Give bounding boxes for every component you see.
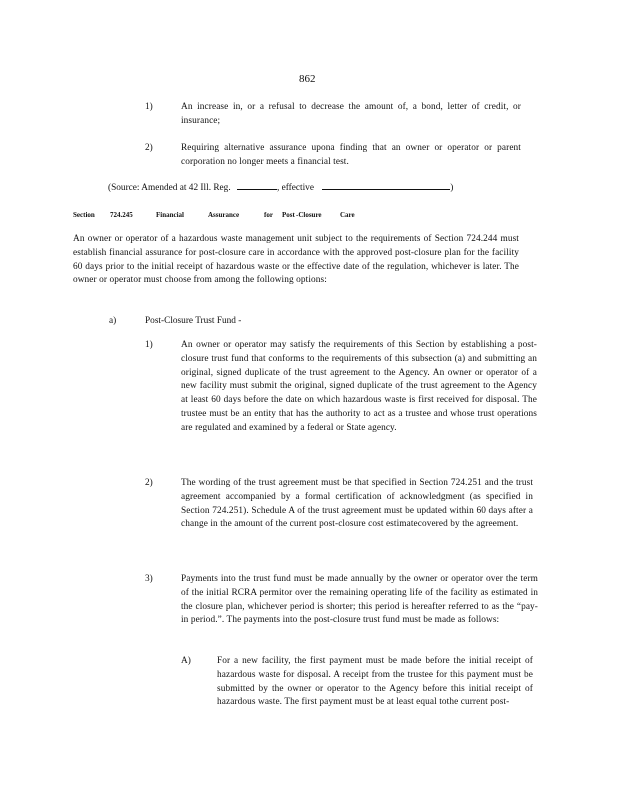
source-note-blank-1 [237,180,277,190]
subsection-a-label: a) [109,316,117,326]
source-note-suffix: ) [450,183,454,193]
source-note [108,180,453,196]
subitem-A-label: A) [181,656,191,666]
intro-item-1-text: An increase in, or a refusal to decrease the amount of, a bond, letter of credit, or insurance; [181,102,521,126]
item-1-label: 1) [145,340,153,350]
section-title-word-6: Care [340,211,355,219]
intro-item-2-text: Requiring alternative assurance upona finding that an owner or operator or parent corporation no longer meets a financial test. [181,143,521,167]
item-3-text: Payments into the trust fund must be made annually by the owner or operator over the term of the initial RCRA permitor over the remaining operating life of the facility as estimated in the closure plan, whichever period is shorter; this period is hereafter referred to as the “pay-in period.”. The payments into the post-closure trust fund must be made as follows: [181,574,538,626]
source-note-middle: , effective [276,183,314,193]
section-heading [73,210,355,220]
section-title-word-2: Assurance [208,211,240,219]
item-2-label: 2) [145,478,153,488]
subsection-a-title: Post-Closure Trust Fund - [145,316,242,326]
intro-item-1-label: 1) [145,102,153,112]
section-title-word-4: Post [282,211,295,219]
subitem-A-text: For a new facility, the first payment must be made before the initial receipt of hazardous waste for disposal. A receipt from the trustee for this payment must be submitted by the owner or operator to the Agency before this initial receipt of hazardous waste. The first payment must be at least equal tothe current post- [217,656,533,708]
section-word: Section [73,211,95,219]
section-title-word-1: Financial [156,211,185,219]
intro-item-2-label: 2) [145,143,153,153]
intro-paragraph: An owner or operator of a hazardous waste management unit subject to the requirements of Section 724.244 must establish financial assurance for post-closure care in accordance with the approved post-closure plan for the facility 60 days prior to the initial receipt of hazardous waste or the effective date of the regulation, whichever is later. The owner or operator must choose from among the following options: [73,234,519,286]
section-title-word-5: -Closure [296,211,322,219]
item-1-text: An owner or operator may satisfy the requirements of this Section by establishing a post-closure trust fund that conforms to the requirements of this subsection (a) and submitting an original, signed duplicate of the trust agreement to the Agency. An owner or operator of a new facility must submit the original, signed duplicate of the trust agreement to the Agency at least 60 days before the date on which hazardous waste is first received for disposal. The trustee must be an entity that has the authority to act as a trustee and whose trust operations are regulated and examined by a federal or State agency. [181,340,537,433]
item-2-text: The wording of the trust agreement must be that specified in Section 724.251 and the trust agreement accompanied by a formal certification of acknowledgment (as specified in Section 724.251). Schedule A of the trust agreement must be updated within 60 days after a change in the amount of the current post-closure cost estimatecovered by the agreement. [181,478,533,530]
source-note-prefix: (Source: Amended at 42 Ill. Reg. [108,183,231,193]
page-number: 862 [299,73,316,85]
section-number: 724.245 [110,211,133,219]
section-title-word-3: for [264,211,273,219]
item-3-label: 3) [145,574,153,584]
source-note-blank-2 [322,180,450,190]
